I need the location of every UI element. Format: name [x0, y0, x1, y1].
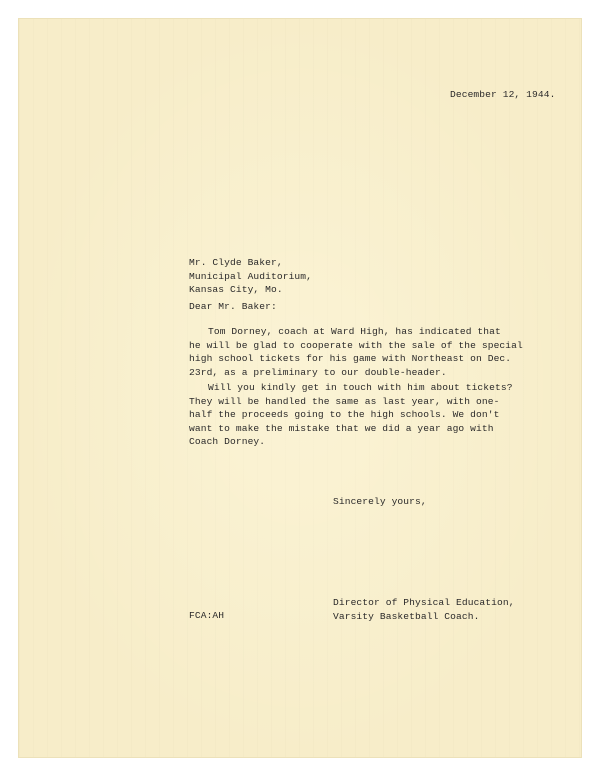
address-line: Municipal Auditorium,: [189, 270, 313, 282]
body-paragraph-2: [189, 381, 513, 449]
paragraph-line: They will be handled the same as last year, with one-: [189, 395, 500, 407]
salutation: Dear Mr. Baker:: [189, 301, 277, 312]
recipient-address: [189, 256, 312, 297]
paragraph-line: 23rd, as a preliminary to our double-header.: [189, 366, 447, 378]
address-line: Kansas City, Mo.: [189, 284, 283, 296]
body-paragraph-1: [189, 325, 523, 379]
paragraph-line: want to make the mistake that we did a year ago with: [189, 422, 494, 434]
letter-page: [19, 19, 581, 757]
complimentary-closing: Sincerely yours,: [333, 496, 427, 507]
signature-line: Varsity Basketball Coach.: [333, 610, 480, 622]
paragraph-line: half the proceeds going to the high schools. We don't: [189, 409, 500, 421]
typist-initials: FCA:AH: [189, 610, 225, 621]
paragraph-line: high school tickets for his game with Northeast on Dec.: [189, 353, 512, 365]
letter-date: December 12, 1944.: [450, 89, 556, 100]
paragraph-line: Tom Dorney, coach at Ward High, has indicated that: [208, 326, 501, 337]
signature-line: Director of Physical Education,: [333, 597, 515, 608]
paragraph-line: Will you kindly get in touch with him about tickets?: [208, 382, 513, 393]
signature-block: [333, 596, 515, 623]
address-line: Mr. Clyde Baker,: [189, 257, 283, 268]
paragraph-line: Coach Dorney.: [189, 436, 266, 448]
paragraph-line: he will be glad to cooperate with the sale of the special: [189, 339, 523, 351]
